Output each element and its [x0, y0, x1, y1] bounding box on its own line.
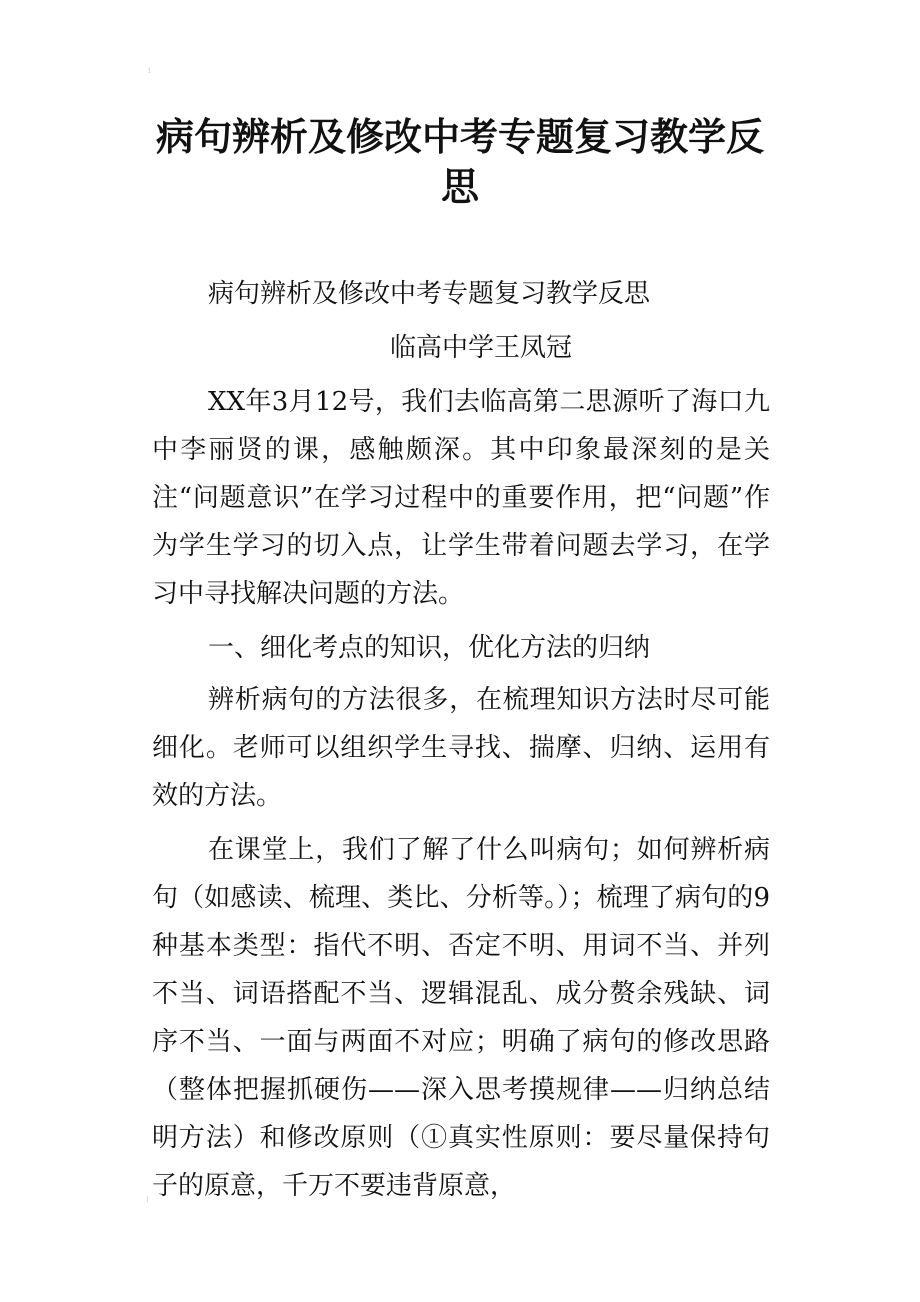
document-author: 临高中学王凤冠 — [389, 333, 572, 363]
corner-mark-icon: ⁞ — [148, 66, 151, 75]
section-heading: 一、细化考点的知识，优化方法的归纳 — [208, 633, 651, 663]
document-subtitle: 病句辨析及修改中考专题复习教学反思 — [208, 279, 651, 309]
corner-mark-icon: ⁞ — [146, 1195, 149, 1204]
paragraph: XX年3月12号，我们去临高第二思源听了海口九中李丽贤的课，感触颇深。其中印象最深刻的是关注“问题意识”在学习过程中的重要作用，把“问题”作为学生学习的切入点，让学生带着问题去学习，在学习中寻找解决问题的方法。 — [152, 387, 770, 609]
document-body — [152, 270, 770, 1216]
paragraph: 辨析病句的方法很多，在梳理知识方法时尽可能细化。老师可以组织学生寻找、揣摩、归纳、运用有效的方法。 — [152, 685, 770, 811]
paragraph: 在课堂上，我们了解了什么叫病句；如何辨析病句（如感读、梳理、类比、分析等。）；梳理了病句的9种基本类型：指代不明、否定不明、用词不当、并列不当、词语搭配不当、逻辑混乱、成分赘余残缺、词序不当、一面与两面不对应；明确了病句的修改思路（整体把握抓硬伤——深入思考摸规律——归纳总结明方法）和修改原则（①真实性原则：要尽量保持句子的原意，千万不要违背原意， — [152, 835, 770, 1201]
document-title: 病句辨析及修改中考专题复习教学反思 — [155, 115, 764, 209]
